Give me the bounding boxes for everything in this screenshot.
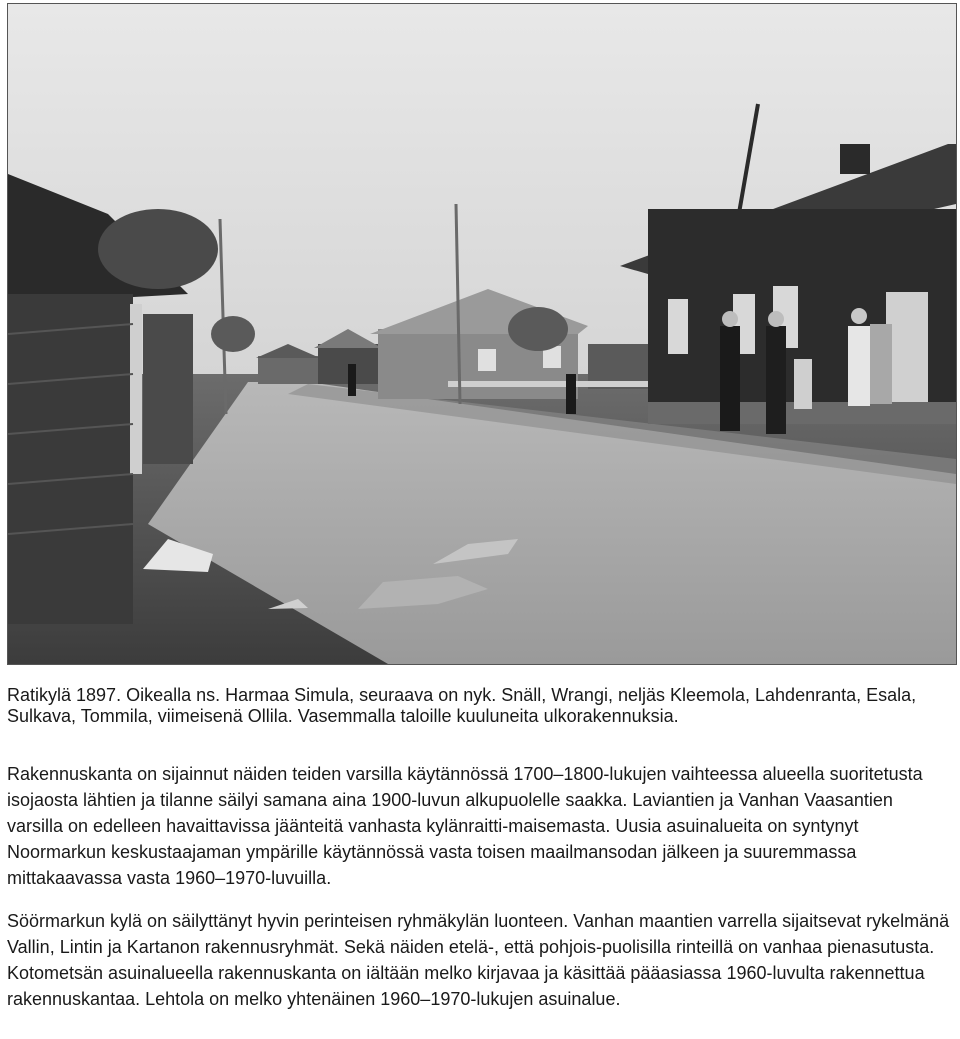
tree	[211, 316, 255, 352]
photo-drawing	[8, 4, 956, 664]
photo-caption: Ratikylä 1897. Oikealla ns. Harmaa Simula, seuraava on nyk. Snäll, Wrangi, neljäs Kleemola, Lahdenranta, Esala, Sulkava, Tommila, viimeisenä Ollila. Vasemmalla taloille kuuluneita ulkorakennuksia.	[7, 685, 917, 726]
tree	[508, 307, 568, 351]
tree	[98, 209, 218, 289]
paragraph-2: Söörmarkun kylä on säilyttänyt hyvin perinteisen ryhmäkylän luonteen. Vanhan maantien varrella sijaitsevat rykelmänä Vallin, Lintin ja Kartanon rakennusryhmät. Sekä näiden etelä-, että pohjois-puolisilla rinteillä on vanhaa pienasutusta. Kotometsän asuinalueella rakennuskanta on iältään melko kirjavaa ja käsittää pääasiassa 1960-luvulta rakennettua rakennuskantaa. Lehtola on melko yhtenäinen 1960–1970-lukujen asuinalue.	[7, 911, 950, 1009]
historical-village-photo	[7, 3, 957, 665]
paragraph-1: Rakennuskanta on sijainnut näiden teiden varsilla käytännössä 1700–1800-lukujen vaihteessa alueella suoritetusta isojaosta lähtien ja tilanne säilyi samana aina 1900-luvun alkupuolelle saakka. Laviantien ja Vanhan Vaasantien varsilla on edelleen havaittavissa jäänteitä vanhasta kylänraitti-maisemasta. Uusia asuinalueita on syntynyt Noormarkun keskustaajaman ympärille käytännössä vasta toisen maailmansodan jälkeen ja suuremmassa mittakaavassa vasta 1960–1970-luvuilla.	[7, 764, 923, 888]
